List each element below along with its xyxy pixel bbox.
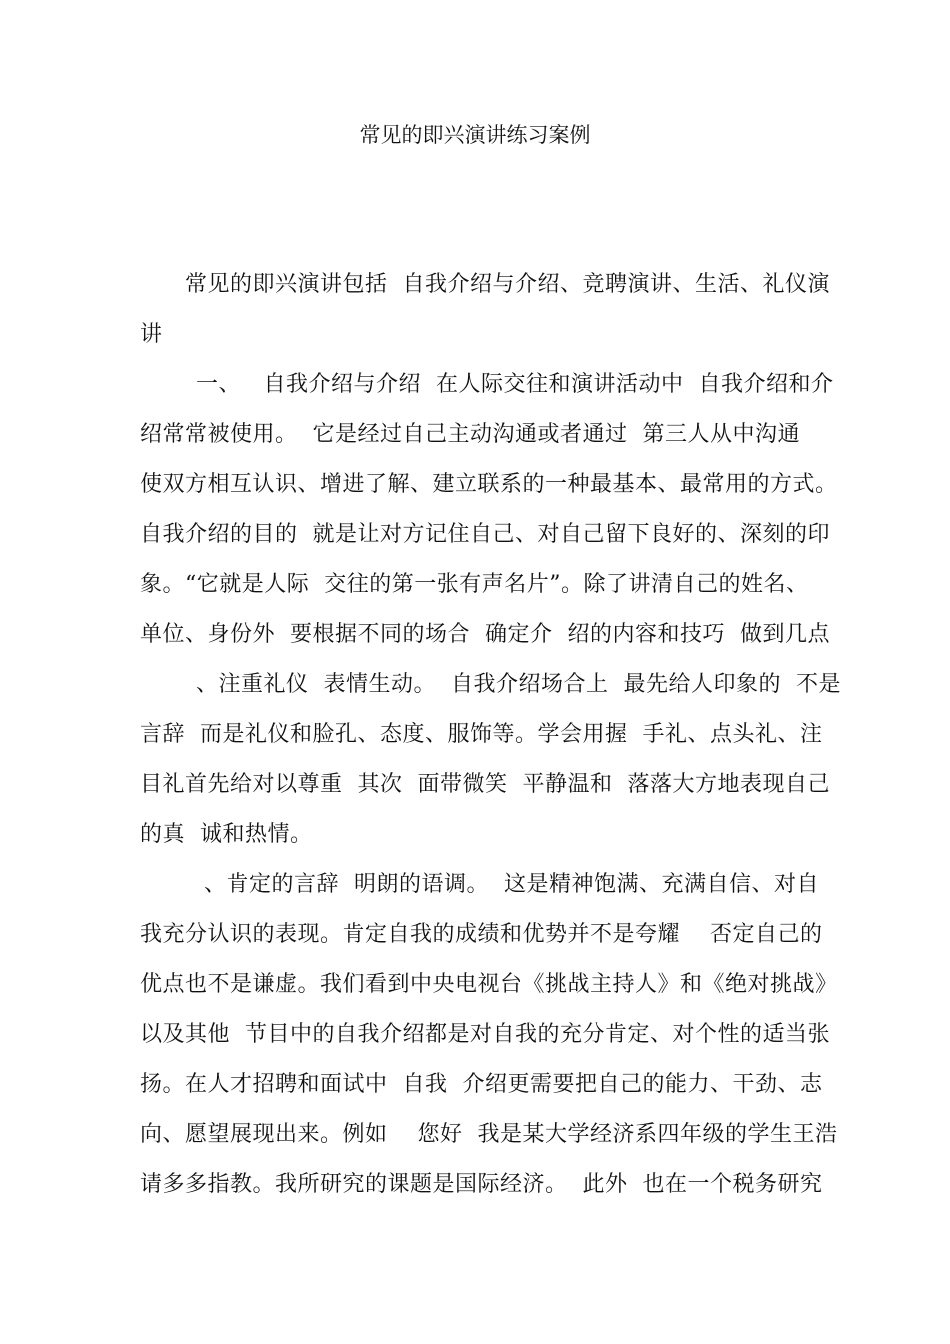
paragraph-line: 、肯定的言辞 明朗的语调。 这是精神饱满、充满自信、对自 [204,872,819,897]
paragraph-line: 请多多指教。我所研究的课题是国际经济。 此外 也在一个税务研究 [140,1172,823,1197]
paragraph-line: 单位、身份外 要根据不同的场合 确定介 绍的内容和技巧 做到几点 [140,622,830,647]
paragraph-line: 优点也不是谦虚。我们看到中央电视台《挑战主持人》和《绝对挑战》 [140,972,838,997]
paragraph-line: 以及其他 节目中的自我介绍都是对自我的充分肯定、对个性的适当张 [140,1022,830,1047]
paragraph-line: 讲 [140,322,163,347]
paragraph-line: 绍常常被使用。 它是经过自己主动沟通或者通过 第三人从中沟通 [140,422,800,447]
paragraph-line: 的真 诚和热情。 [140,822,313,847]
document-title: 常见的即兴演讲练习案例 [359,123,591,147]
paragraph-line: 常见的即兴演讲包括 自我介绍与介绍、竞聘演讲、生活、礼仪演 [185,272,830,297]
paragraph-line: 自我介绍的目的 就是让对方记住自己、对自己留下良好的、深刻的印 [140,522,830,547]
paragraph-line: 、注重礼仪 表情生动。 自我介绍场合上 最先给人印象的 不是 [196,672,841,697]
paragraph-line: 我充分认识的表现。肯定自我的成绩和优势并不是夸耀 否定自己的 [140,922,823,947]
paragraph-line: 目礼首先给对以尊重 其次 面带微笑 平静温和 落落大方地表现自己 [140,772,830,797]
paragraph-line: 向、愿望展现出来。例如 您好 我是某大学经济系四年级的学生王浩 [140,1122,838,1147]
paragraph-line: 言辞 而是礼仪和脸孔、态度、服饰等。学会用握 手礼、点头礼、注 [140,722,823,747]
paragraph-line: 扬。在人才招聘和面试中 自我 介绍更需要把自己的能力、干劲、志 [140,1072,823,1097]
paragraph-line: 一、 自我介绍与介绍 在人际交往和演讲活动中 自我介绍和介 [196,372,834,397]
paragraph-line: 使双方相互认识、增进了解、建立联系的一种最基本、最常用的方式。 [140,472,838,497]
paragraph-line: 象。“它就是人际 交往的第一张有声名片”。除了讲清自己的姓名、 [140,572,809,597]
